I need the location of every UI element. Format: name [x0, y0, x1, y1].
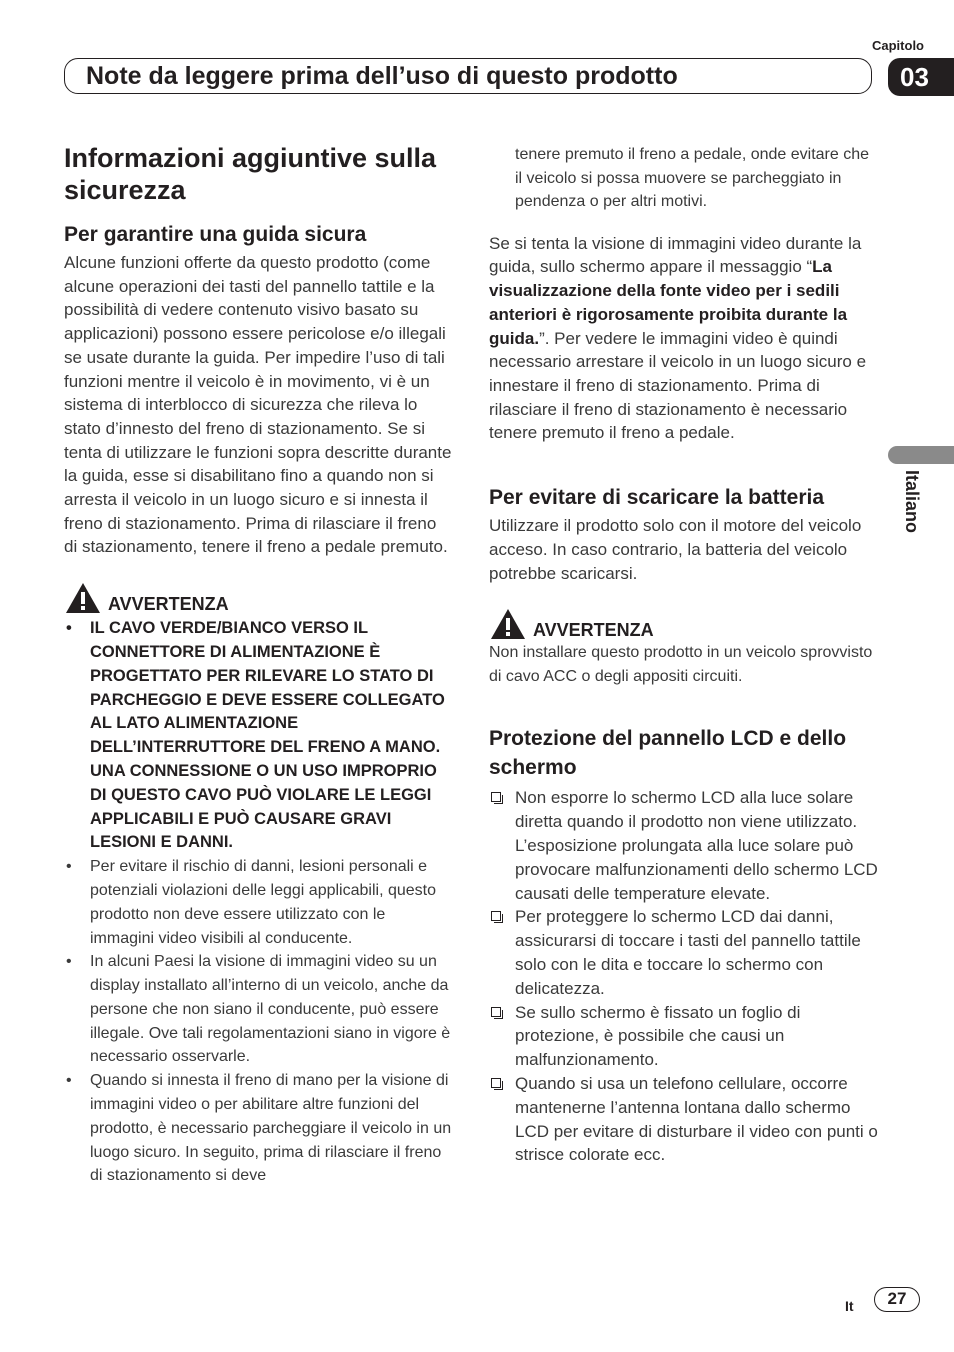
checkbox-bullet-icon — [491, 1078, 501, 1088]
page-number: 27 — [874, 1287, 920, 1312]
list-item: Quando si usa un telefono cellulare, occorre mantenerne l’antenna lontana dallo schermo LCD per evitare di disturbare il video con punti o strisce colorate ecc. — [489, 1072, 879, 1167]
warning-header — [489, 607, 879, 641]
warning-title: AVVERTENZA — [108, 594, 229, 615]
footer-language-code: It — [845, 1298, 854, 1314]
video-warning-message: La visualizzazione della fonte video per i sedili anteriori è rigorosamente proibita durante la guida. — [489, 257, 848, 348]
left-column — [64, 142, 452, 1188]
section-title: Informazioni aggiuntive sulla sicurezza — [64, 143, 437, 205]
language-tab-label: Italiano — [902, 470, 922, 534]
chapter-number-badge: 03 — [888, 58, 954, 96]
list-item: • IL CAVO VERDE/BIANCO VERSO IL CONNETTORE DI ALIMENTAZIONE È PROGETTATO PER RILEVARE LO STATO DI PARCHEGGIO E DEVE ESSERE COLLEGATO AL LATO ALIMENTAZIONE DELL’INTERRUTTORE DEL FRENO A MANO. UNA CONNESSIONE O UN USO IMPROPRIO DI QUESTO CAVO PUÒ VIOLARE LE LEGGI APPLICABILI E PUÒ CAUSARE GRAVI LESIONI E DANNI. — [66, 619, 445, 852]
battery-text: Utilizzare il prodotto solo con il motore del veicolo acceso. In caso contrario, la batteria del veicolo potrebbe scaricarsi. — [489, 516, 862, 583]
warning-title: AVVERTENZA — [533, 620, 654, 641]
video-warning-text: Se si tenta la visione di immagini video durante la guida, sullo schermo appare il messaggio “La visualizzazione della fonte video per i sedili anteriori è rigorosamente proibita durante la guida.”. Per vedere le immagini video è quindi necessario arrestare il veicolo in un luogo sicuro e innestare il freno di stazionamento. Prima di rilasciare il freno di stazionamento è necessario tenere premuto il freno a pedale. — [489, 233, 867, 443]
chapter-label: Capitolo — [872, 38, 924, 53]
checkbox-bullet-icon — [491, 911, 501, 921]
language-tab-marker — [888, 446, 954, 464]
warning-list — [64, 617, 452, 1188]
lcd-heading: Protezione del pannello LCD e dello schermo — [489, 727, 847, 780]
acc-warning-text: Non installare questo prodotto in un veicolo sprovvisto di cavo ACC o degli appositi circuiti. — [489, 644, 873, 685]
right-column — [489, 143, 879, 1167]
list-item: • Quando si innesta il freno di mano per la visione di immagini video o per abilitare altre funzioni del prodotto, è necessario parcheggiare il veicolo in un luogo sicuro. In seguito, prima di rilasciare il freno di stazionamento si deve — [66, 1072, 452, 1185]
list-item: Non esporre lo schermo LCD alla luce solare diretta quando il prodotto non viene utilizzato. L’esposizione prolungata alla luce solare può provocare malfunzionamenti dello schermo LCD causati delle temperature elevate. — [489, 786, 879, 905]
battery-heading: Per evitare di scaricare la batteria — [489, 486, 825, 510]
page-title: Note da leggere prima dell’uso di questo prodotto — [86, 62, 678, 90]
warning-icon — [64, 581, 102, 615]
warning-icon — [489, 607, 527, 641]
list-item: Se sullo schermo è fissato un foglio di protezione, è possibile che causi un malfunzionamento. — [489, 1001, 879, 1072]
warning-header — [64, 581, 452, 615]
list-item: • Per evitare il rischio di danni, lesioni personali e potenziali violazioni delle leggi applicabili, questo prodotto non deve essere utilizzato con le immagini video visibili al conducente. — [66, 858, 436, 947]
safe-driving-text: Alcune funzioni offerte da questo prodotto (come alcune operazioni dei tasti del pannello tattile e la possibilità di vedere contenuto visivo basato su applicazioni) possono essere pericolose e/o illegali se usate durante la guida. Per impedire l’uso di tali funzioni mentre il veicolo è in movimento, vi è un sistema di interblocco di sicurezza che rileva lo stato d’innesto del freno di stazionamento. Se si tenta di utilizzare le funzioni sopra descritte durante la guida, esse si disabilitano fino a quando non si arresta il veicolo in un luogo sicuro e si innesta il freno di stazionamento. Prima di rilasciare il freno di stazionamento, tenere il freno a pedale premuto. — [64, 253, 452, 557]
lcd-list — [489, 786, 879, 1167]
list-item: Per proteggere lo schermo LCD dai danni, assicurarsi di toccare i tasti del pannello tattile solo con le dita e toccare lo schermo con delicatezza. — [489, 905, 879, 1000]
safe-driving-heading: Per garantire una guida sicura — [64, 223, 367, 246]
continuation-text: tenere premuto il freno a pedale, onde evitare che il veicolo si possa muovere se parcheggiato in pendenza o per altri motivi. — [515, 146, 870, 211]
checkbox-bullet-icon — [491, 792, 501, 802]
checkbox-bullet-icon — [491, 1007, 501, 1017]
list-item: • In alcuni Paesi la visione di immagini video su un display installato all’interno di un veicolo, anche da persone che non siano il conducente, può essere illegale. Ove tali regolamentazioni siano in vigore è necessario osservarle. — [66, 953, 451, 1066]
